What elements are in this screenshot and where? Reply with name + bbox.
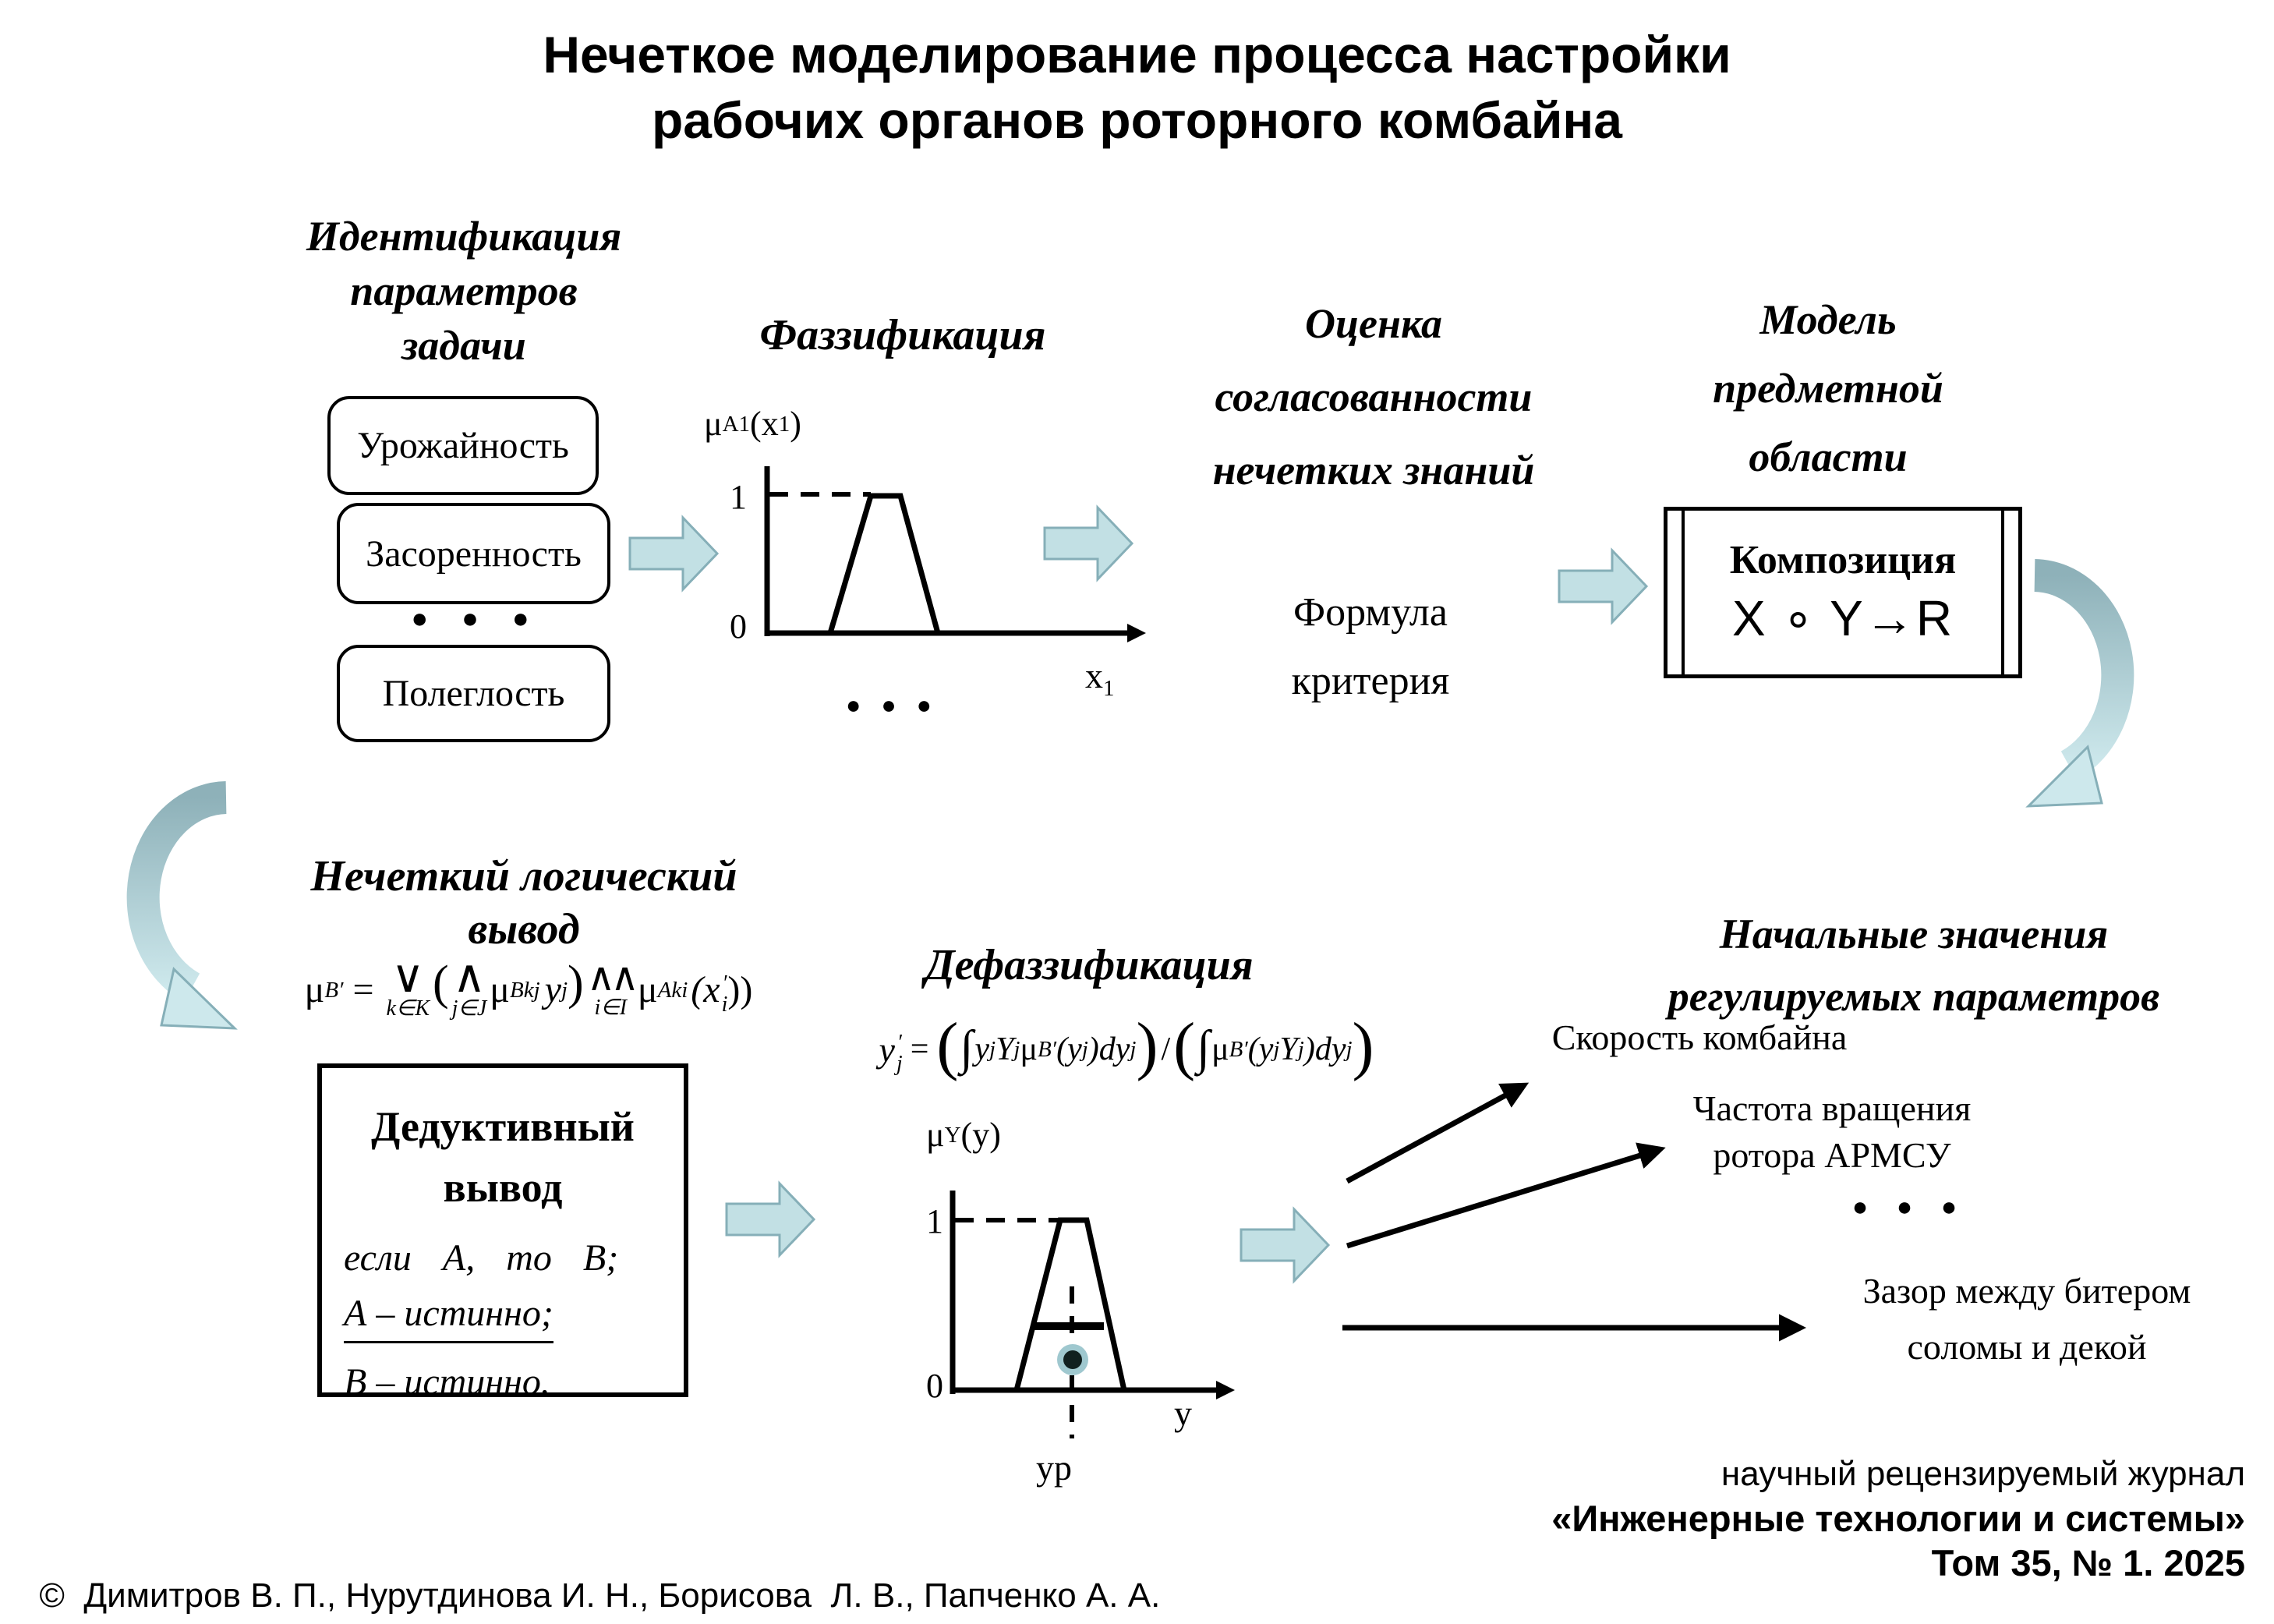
- domain-model-heading-line1: Модель: [1759, 296, 1897, 343]
- dfrm-bigparen3: (: [1173, 1010, 1196, 1082]
- composition-box-left-bar: [1682, 511, 1685, 674]
- deduction-title-line2: вывод: [443, 1164, 563, 1211]
- fuzz-tick-1: [702, 477, 747, 517]
- frm-mu3: μ: [637, 969, 658, 1011]
- journal-line3: Том 35, № 1. 2025: [1931, 1542, 2245, 1583]
- dfrm-y: y: [879, 1029, 895, 1070]
- page-title: [0, 22, 2274, 153]
- output-item-gap-line1: Зазор между битером: [1862, 1271, 2191, 1311]
- output-item-speed-label: Скорость комбайна: [1551, 1017, 1848, 1057]
- dfrm-t5: )dy: [1087, 1031, 1130, 1067]
- flow-arrow-3-icon: [1558, 546, 1649, 627]
- consistency-heading-line1: Оценка: [1304, 300, 1442, 347]
- x-label-subscript: 1: [1103, 676, 1115, 702]
- composition-box-right-bar: [2001, 511, 2004, 674]
- defuzzification-heading: [925, 940, 1253, 990]
- flow-arrow-1-icon: [628, 513, 720, 594]
- defuzz-x-axis-label: [1174, 1392, 1192, 1434]
- domain-model-heading-line2: предметной: [1713, 365, 1943, 412]
- consistency-heading: [1213, 287, 1535, 507]
- inference-formula: μ B′ = ∨ k∈K ( ∧ j∈J μ Bkj y j ) ∧∧ i∈I μ Aki (x ′ i )): [304, 951, 753, 1021]
- flow-arrow-4-shape: [727, 1184, 814, 1255]
- frm-wedge: [451, 951, 487, 1021]
- dfrm-slash: /: [1161, 1031, 1171, 1067]
- criterion-line2: критерия: [1291, 659, 1450, 703]
- flow-arrow-5-icon: [1240, 1205, 1331, 1286]
- deduction-box: [317, 1063, 688, 1403]
- vee-operator: ∨: [391, 951, 425, 1002]
- deduction-title-line1: Дедуктивный: [371, 1103, 635, 1150]
- mu-arg: (x: [750, 405, 779, 443]
- output-item-gap: [1863, 1263, 2191, 1375]
- outputs-heading-line2: регулируемых параметров: [1667, 973, 2160, 1020]
- flow-arrow-1-shape: [630, 518, 717, 589]
- outputs-ellipsis: [1852, 1193, 1957, 1222]
- curved-arrow-left-icon: [66, 768, 253, 1049]
- outputs-heading: [1668, 903, 2159, 1028]
- output-fan-arrows: [1325, 1037, 1832, 1349]
- parameter-box-weediness: [337, 503, 610, 604]
- dfrm-t8: Y: [1279, 1031, 1298, 1067]
- flow-arrow-2-shape: [1045, 508, 1132, 579]
- defuzzification-heading-text: Дефаззификация: [925, 941, 1254, 989]
- frm-paren2: ): [568, 957, 584, 1010]
- wedge-operator: ∧: [452, 951, 486, 1002]
- fuzz-tick-0: [702, 607, 747, 646]
- consistency-heading-line2: согласованности: [1215, 373, 1533, 420]
- identification-ellipsis: [411, 602, 529, 635]
- y-index: j: [896, 1052, 903, 1076]
- fuzzification-heading-text: Фаззификация: [759, 311, 1046, 359]
- output-item-rotor-line1: Частота вращения: [1692, 1088, 1972, 1128]
- output-item-gap-line2: соломы и декой: [1907, 1327, 2147, 1367]
- frm-mu: μ: [304, 969, 325, 1011]
- defuzzification-graph: [897, 1169, 1263, 1505]
- mu-symbol: μ: [704, 405, 723, 443]
- journal-info: [1551, 1452, 2245, 1585]
- frm-close: )): [727, 969, 753, 1011]
- ellipsis-dots: ● ● ●: [411, 603, 529, 634]
- curved-arrow-left-arc: [143, 798, 226, 988]
- deduction-rule: если А, то В;: [344, 1237, 619, 1279]
- tick-zero: 0: [730, 607, 747, 646]
- deduction-premise: А – истинно;: [344, 1292, 553, 1343]
- membership-trapezoid: [830, 496, 938, 633]
- frm-x-arg: (x: [691, 969, 720, 1011]
- frm-wedge2: [586, 954, 635, 1020]
- flow-arrow-4-icon: [725, 1179, 816, 1260]
- identification-heading-line3: задачи: [401, 322, 526, 369]
- defuzz-tick-1: [898, 1201, 943, 1241]
- fuzzification-ellipsis: [846, 691, 932, 720]
- flow-arrow-2-icon: [1043, 503, 1134, 584]
- copyright-line: [20, 1537, 1160, 1615]
- inference-heading-line2: вывод: [468, 905, 580, 954]
- x-prime: ′: [722, 971, 727, 996]
- fan-arrow-speed: [1347, 1085, 1524, 1181]
- deduction-conclusion: В – истинно.: [344, 1361, 550, 1403]
- mu-arg: (y): [960, 1116, 1001, 1154]
- flow-arrow-5-shape: [1241, 1209, 1328, 1281]
- parameter-box-lodging: [337, 645, 610, 742]
- page-title-line2: рабочих органов роторного комбайна: [651, 91, 1622, 149]
- wedge-limit: j∈J: [451, 996, 487, 1021]
- vee-limit: k∈K: [386, 996, 430, 1021]
- dfrm-t2: Y: [996, 1031, 1014, 1067]
- identification-heading-line1: Идентификация: [306, 213, 622, 260]
- fuzzification-mu-label: μ A1 (x 1 ): [704, 405, 801, 443]
- y-prime: ′: [897, 1031, 902, 1056]
- dfrm-mu2: μ: [1211, 1031, 1229, 1067]
- dfrm-t1: y: [974, 1031, 989, 1067]
- ellipsis-dots: ● ● ●: [846, 691, 932, 719]
- composition-box: [1664, 507, 2022, 678]
- yp-text: yp: [1036, 1448, 1072, 1488]
- defuzzification-formula: y ′ j = ( ∫ y j Y j μ B′ (y j )dy j ) / ( ∫ μ B′ (y j Y j )dy j ): [879, 1010, 1374, 1082]
- frm-y: y: [544, 969, 561, 1011]
- consistency-heading-line3: нечетких знаний: [1212, 447, 1535, 494]
- journal-line2: «Инженерные технологии и системы»: [1551, 1498, 2245, 1539]
- mu-symbol: μ: [926, 1116, 945, 1154]
- dfrm-t9: )dy: [1303, 1031, 1346, 1067]
- tick-zero: 0: [926, 1367, 943, 1405]
- dfrm-bigparen1: (: [936, 1010, 959, 1082]
- tick-one: 1: [730, 478, 747, 516]
- x-axis-arrowhead-icon: [1127, 624, 1146, 642]
- frm-vee: [386, 951, 430, 1021]
- criterion-line1: Формула: [1293, 590, 1448, 635]
- parameter-box-lodging-label: Полеглость: [382, 673, 565, 714]
- frm-mu2: μ: [490, 969, 511, 1011]
- output-item-rotor-line2: ротора АРМСУ: [1713, 1135, 1951, 1175]
- curved-arrow-right-icon: [2011, 546, 2198, 826]
- mu-close: ): [790, 405, 801, 443]
- criterion-formula-label: [1292, 578, 1450, 716]
- output-item-rotor: [1693, 1085, 1972, 1179]
- x-index: i: [721, 992, 728, 1017]
- composition-box-formula: X ∘ Y→R: [1731, 590, 1954, 646]
- domain-model-heading-line3: области: [1749, 433, 1908, 480]
- dfrm-bigparen2: ): [1136, 1010, 1158, 1082]
- x-axis-arrowhead-icon: [1216, 1381, 1235, 1399]
- inference-heading: [310, 850, 737, 956]
- dfrm-t7: (y: [1247, 1031, 1274, 1067]
- double-wedge-operator: ∧∧: [586, 954, 635, 999]
- double-wedge-limit: i∈I: [594, 995, 628, 1020]
- outputs-heading-line1: Начальные значения: [1719, 911, 2109, 957]
- dfrm-t4: (y: [1056, 1031, 1082, 1067]
- fuzzification-heading: [759, 310, 1045, 360]
- dfrm-mu: μ: [1020, 1031, 1038, 1067]
- result-dot: [1063, 1350, 1082, 1369]
- identification-heading: [306, 209, 621, 373]
- defuzz-tick-0: [898, 1366, 943, 1406]
- integral-icon: ∫: [960, 1021, 974, 1074]
- domain-model-heading: [1713, 285, 1943, 491]
- y-axis-label: y: [1174, 1393, 1192, 1433]
- frm-paren1: (: [433, 957, 449, 1010]
- curved-arrow-right-arc: [2035, 575, 2117, 766]
- integral-icon: ∫: [1197, 1021, 1211, 1074]
- journal-line1: научный рецензируемый журнал: [1721, 1455, 2245, 1493]
- yp-label: [1036, 1447, 1072, 1488]
- flow-arrow-3-shape: [1559, 550, 1646, 622]
- page-title-line1: Нечеткое моделирование процесса настройки: [543, 26, 1731, 83]
- curved-arrow-left-head: [161, 969, 235, 1028]
- parameter-box-yield-label: Урожайность: [357, 425, 569, 466]
- fan-arrow-rotor: [1347, 1149, 1660, 1246]
- deduction-premise-wrap: [322, 1292, 684, 1343]
- frm-x-supsub: [721, 971, 728, 1017]
- copyright-text: © Димитров В. П., Нурутдинова И. Н., Борисова Л. В., Папченко А. А.: [39, 1576, 1161, 1615]
- inference-heading-line1: Нечеткий логический: [310, 852, 737, 900]
- x-label: x: [1085, 656, 1103, 695]
- dfrm-y-supsub: [897, 1033, 903, 1074]
- dfrm-eq: =: [910, 1031, 929, 1067]
- output-item-speed: [1552, 1017, 1848, 1058]
- identification-heading-line2: параметров: [350, 267, 578, 314]
- ellipsis-dots: ● ● ●: [1851, 1193, 1957, 1222]
- tick-one: 1: [926, 1202, 943, 1240]
- frm-eq: =: [352, 969, 374, 1011]
- fuzz-x-axis-label: [1085, 655, 1115, 702]
- composition-box-title: Композиция: [1729, 538, 1957, 582]
- parameter-box-weediness-label: Засоренность: [366, 532, 582, 575]
- parameter-box-yield: [327, 396, 599, 495]
- defuzz-mu-label: μ Y (y): [926, 1116, 1001, 1154]
- dfrm-bigparen4: ): [1352, 1010, 1374, 1082]
